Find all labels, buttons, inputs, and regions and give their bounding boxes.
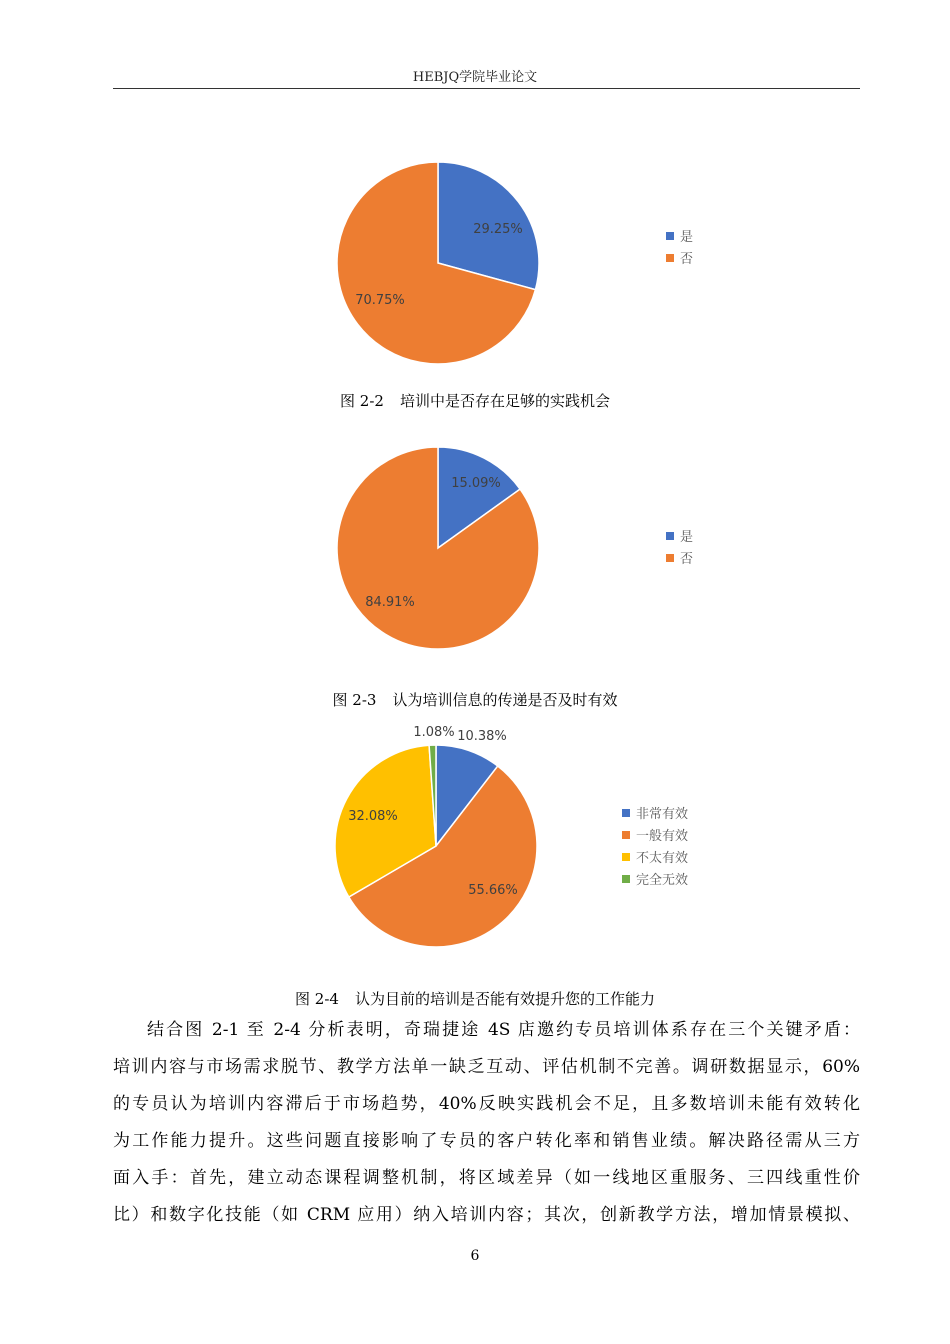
pie-chart-svg [0, 150, 950, 380]
pie-data-label: 15.09% [451, 476, 501, 491]
legend-swatch [622, 875, 630, 883]
pie-chart-practice-opportunity [0, 150, 950, 380]
figure-caption-2-4 [0, 988, 950, 1009]
figure-title: 培训中是否存在足够的实践机会 [399, 392, 610, 410]
legend-swatch [666, 232, 674, 240]
pie-data-label: 29.25% [473, 222, 523, 237]
page-header: HEBJQ学院毕业论文 [412, 70, 538, 85]
legend-swatch [622, 809, 630, 817]
figure-title: 认为目前的培训是否能有效提升您的工作能力 [354, 990, 655, 1008]
paragraph-line: 结合图 2-1 至 2-4 分析表明，奇瑞捷途 4S 店邀约专员培训体系存在三个关键矛盾： [147, 1020, 860, 1040]
pie-data-label: 70.75% [355, 293, 405, 308]
legend-swatch [622, 853, 630, 861]
legend-label: 否 [680, 252, 694, 267]
legend-label: 是 [680, 530, 694, 545]
pie-data-label: 32.08% [348, 809, 398, 824]
paragraph-line: 面入手：首先，建立动态课程调整机制，将区域差异（如一线地区重服务、三四线重性价 [113, 1168, 860, 1188]
pie-data-label: 84.91% [365, 595, 415, 610]
paragraph-line: 的专员认为培训内容滞后于市场趋势，40%反映实践机会不足，且多数培训未能有效转化 [113, 1094, 860, 1114]
legend-swatch [666, 554, 674, 562]
figure-number: 图 2-4 [295, 990, 339, 1008]
figure-number: 图 2-2 [340, 392, 384, 410]
body-paragraph [113, 1012, 860, 1234]
legend-label: 否 [680, 552, 694, 567]
legend-label: 完全无效 [636, 873, 689, 888]
figure-caption-2-2 [0, 390, 950, 411]
legend-swatch [622, 831, 630, 839]
pie-data-label: 10.38% [457, 729, 507, 744]
legend-label: 是 [680, 230, 694, 245]
paragraph-line: 培训内容与市场需求脱节、教学方法单一缺乏互动、评估机制不完善。调研数据显示，60% [113, 1057, 860, 1077]
paragraph-line: 为工作能力提升。这些问题直接影响了专员的客户转化率和销售业绩。解决路径需从三方 [113, 1131, 860, 1151]
figure-caption-2-3 [0, 689, 950, 710]
legend-swatch [666, 254, 674, 262]
pie-data-label: 55.66% [468, 883, 518, 898]
pie-chart-svg [0, 718, 950, 958]
legend-swatch [666, 532, 674, 540]
pie-chart-ability-improvement [0, 718, 950, 958]
paragraph-line: 比）和数字化技能（如 CRM 应用）纳入培训内容；其次，创新教学方法，增加情景模拟、 [113, 1205, 860, 1225]
legend-label: 非常有效 [636, 807, 689, 822]
legend-label: 一般有效 [636, 829, 689, 844]
legend-label: 不太有效 [636, 851, 689, 866]
figure-number: 图 2-3 [332, 691, 377, 709]
pie-chart-info-timeliness [0, 440, 950, 660]
page-number: 6 [470, 1248, 480, 1264]
pie-chart-svg [0, 440, 950, 660]
pie-data-label: 1.08% [413, 725, 455, 740]
header-rule [113, 88, 860, 89]
figure-title: 认为培训信息的传递是否及时有效 [392, 691, 618, 709]
